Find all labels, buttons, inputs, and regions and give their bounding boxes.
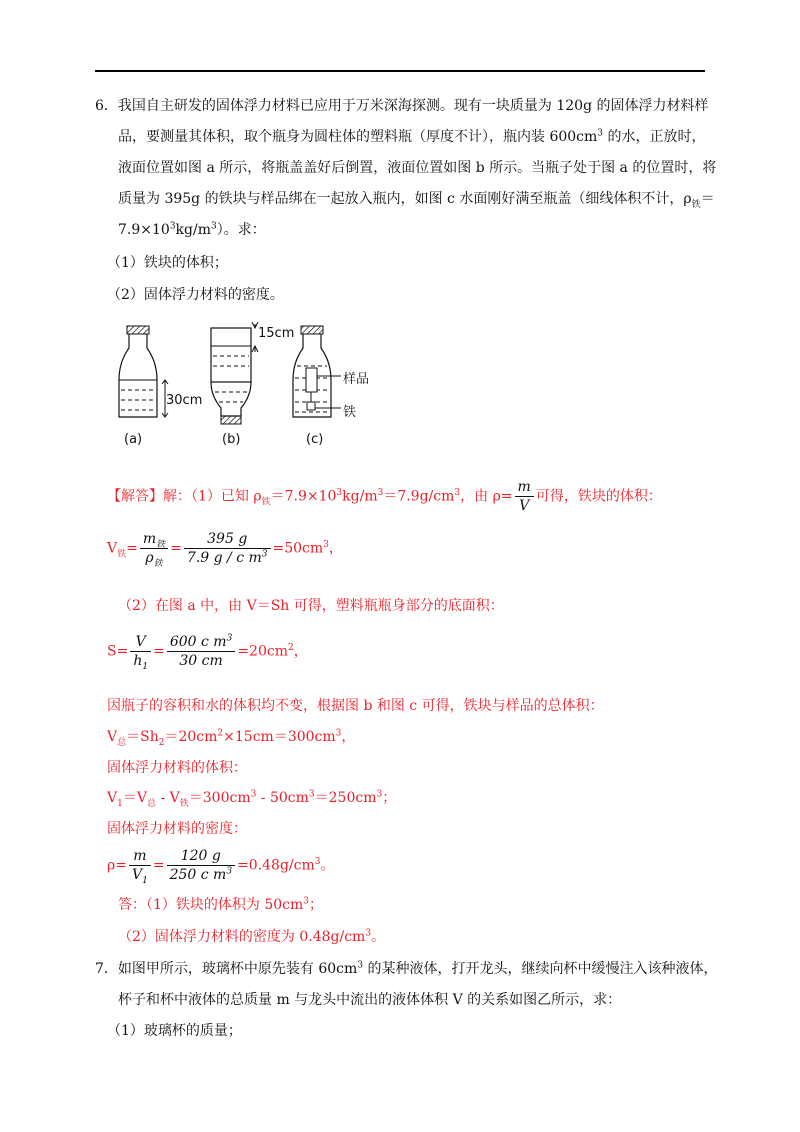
q7-number: 7． bbox=[95, 961, 118, 977]
fraction-v-over-h1: $\frac{V}{h_1}$ bbox=[130, 633, 151, 670]
q6-subquestion-2: （2）固体浮力材料的密度。 bbox=[107, 287, 284, 303]
q7-subquestion-1: （1）玻璃杯的质量； bbox=[107, 1023, 242, 1039]
answer-step3: 因瓶子的容积和水的体积均不变，根据图 b 和图 c 可得，铁块与样品的总体积： bbox=[107, 698, 604, 714]
answer-final-1: 答：（1）铁块的体积为 $50cm^3$； bbox=[118, 896, 324, 913]
dimension-30cm: 30cm bbox=[166, 393, 203, 408]
header-rule bbox=[95, 70, 705, 72]
q7-line2: 杯子和杯中液体的总质量 m 与龙头中流出的液体体积 V 的关系如图乙所示，求： bbox=[118, 992, 622, 1008]
answer-step6: $V_1=V_总 - V_铁=300cm^3 - 50cm^3=250cm^3$； bbox=[107, 789, 397, 809]
fraction-120-over-250: $\frac{120 g}{250 c m^3}$ bbox=[167, 847, 235, 884]
figure-label-a: (a) bbox=[124, 432, 143, 447]
q6-line3: 液面位置如图 a 所示，将瓶盖盖好后倒置，液面位置如图 b 所示。当瓶子处于图 a 的位置时，将 bbox=[118, 160, 717, 176]
q6-line4: 质量为 395g 的铁块与样品绑在一起放入瓶内，如图 c 水面刚好满至瓶盖（细线体积不计，$\rho_铁=$ bbox=[118, 191, 715, 210]
q7-line1: 7．如图甲所示，玻璃杯中原先装有 $60cm^3$ 的某种液体，打开龙头，继续向杯中缓慢注入该种液体， bbox=[95, 960, 718, 977]
answer-v-iron: $V_铁=$ $\frac{m_铁}{\rho_铁}$ = $\frac{395 g}{7.9 g / c m^3}$ $=50cm^3$， bbox=[107, 531, 343, 569]
figure-label-c: (c) bbox=[306, 432, 324, 447]
answer-step2: （2）在图 a 中，由 V＝Sh 可得，塑料瓶瓶身部分的底面积： bbox=[118, 598, 504, 614]
q6-line2: 品，要测量其体积，取个瓶身为圆柱体的塑料瓶（厚度不计），瓶内装 $600cm^3$ 的水，正放时， bbox=[118, 128, 706, 145]
answer-density: ρ= $\frac{m}{V_1}$ = $\frac{120 g}{250 c m^3}$ $=0.48g/cm^3$。 bbox=[107, 848, 335, 886]
bottle-a bbox=[119, 326, 168, 417]
answer-step4: $V_总=Sh_2=20cm^2\times 15cm=300cm^3$， bbox=[107, 728, 356, 748]
fraction-m-over-v: $\frac{m}{V}$ bbox=[515, 478, 534, 515]
bottle-b bbox=[211, 322, 258, 424]
q6-line1 bbox=[95, 97, 709, 115]
q6-number: 6． bbox=[95, 98, 118, 114]
fraction-m-over-rho: $\frac{m_铁}{\rho_铁}$ bbox=[140, 530, 168, 567]
bottle-c bbox=[293, 326, 341, 417]
answer-tag: 【解答】 bbox=[107, 488, 163, 505]
dimension-15cm: 15cm bbox=[258, 326, 295, 341]
answer-line1: 【解答】解：（1）已知 $\rho_铁=7.9\times 10^3kg/m^3=7.9g/cm^3$，由 ρ= $\frac{m}{V}$ 可得，铁块的体积： bbox=[107, 479, 662, 514]
answer-final-2: （2）固体浮力材料的密度为 $0.48g/cm^3$。 bbox=[118, 928, 386, 945]
answer-step7: 固体浮力材料的密度： bbox=[107, 821, 247, 837]
q6-subquestion-1: （1）铁块的体积； bbox=[107, 255, 228, 271]
label-iron: 铁 bbox=[343, 405, 357, 420]
q6-text: 我国自主研发的固体浮力材料已应用于万米深海探测。现有一块质量为 120g 的固体浮力材料样 bbox=[117, 98, 709, 114]
fraction-600-over-30: $\frac{600 c m^3}{30 cm}$ bbox=[167, 633, 235, 670]
label-sample: 样品 bbox=[343, 372, 370, 387]
q6-line5: $7.9\times 10^3kg/m^3$）。求： bbox=[118, 221, 266, 238]
answer-area: S= $\frac{V}{h_1}$ = $\frac{600 c m^3}{30 cm}$ $=20cm^2$， bbox=[107, 633, 308, 672]
fraction-395-over-7.9: $\frac{395 g}{7.9 g / c m^3}$ bbox=[184, 530, 271, 567]
fraction-m-over-v1: $\frac{m}{V_1}$ bbox=[129, 847, 151, 884]
figure-label-b: (b) bbox=[222, 432, 241, 447]
answer-step5: 固体浮力材料的体积： bbox=[107, 760, 247, 776]
